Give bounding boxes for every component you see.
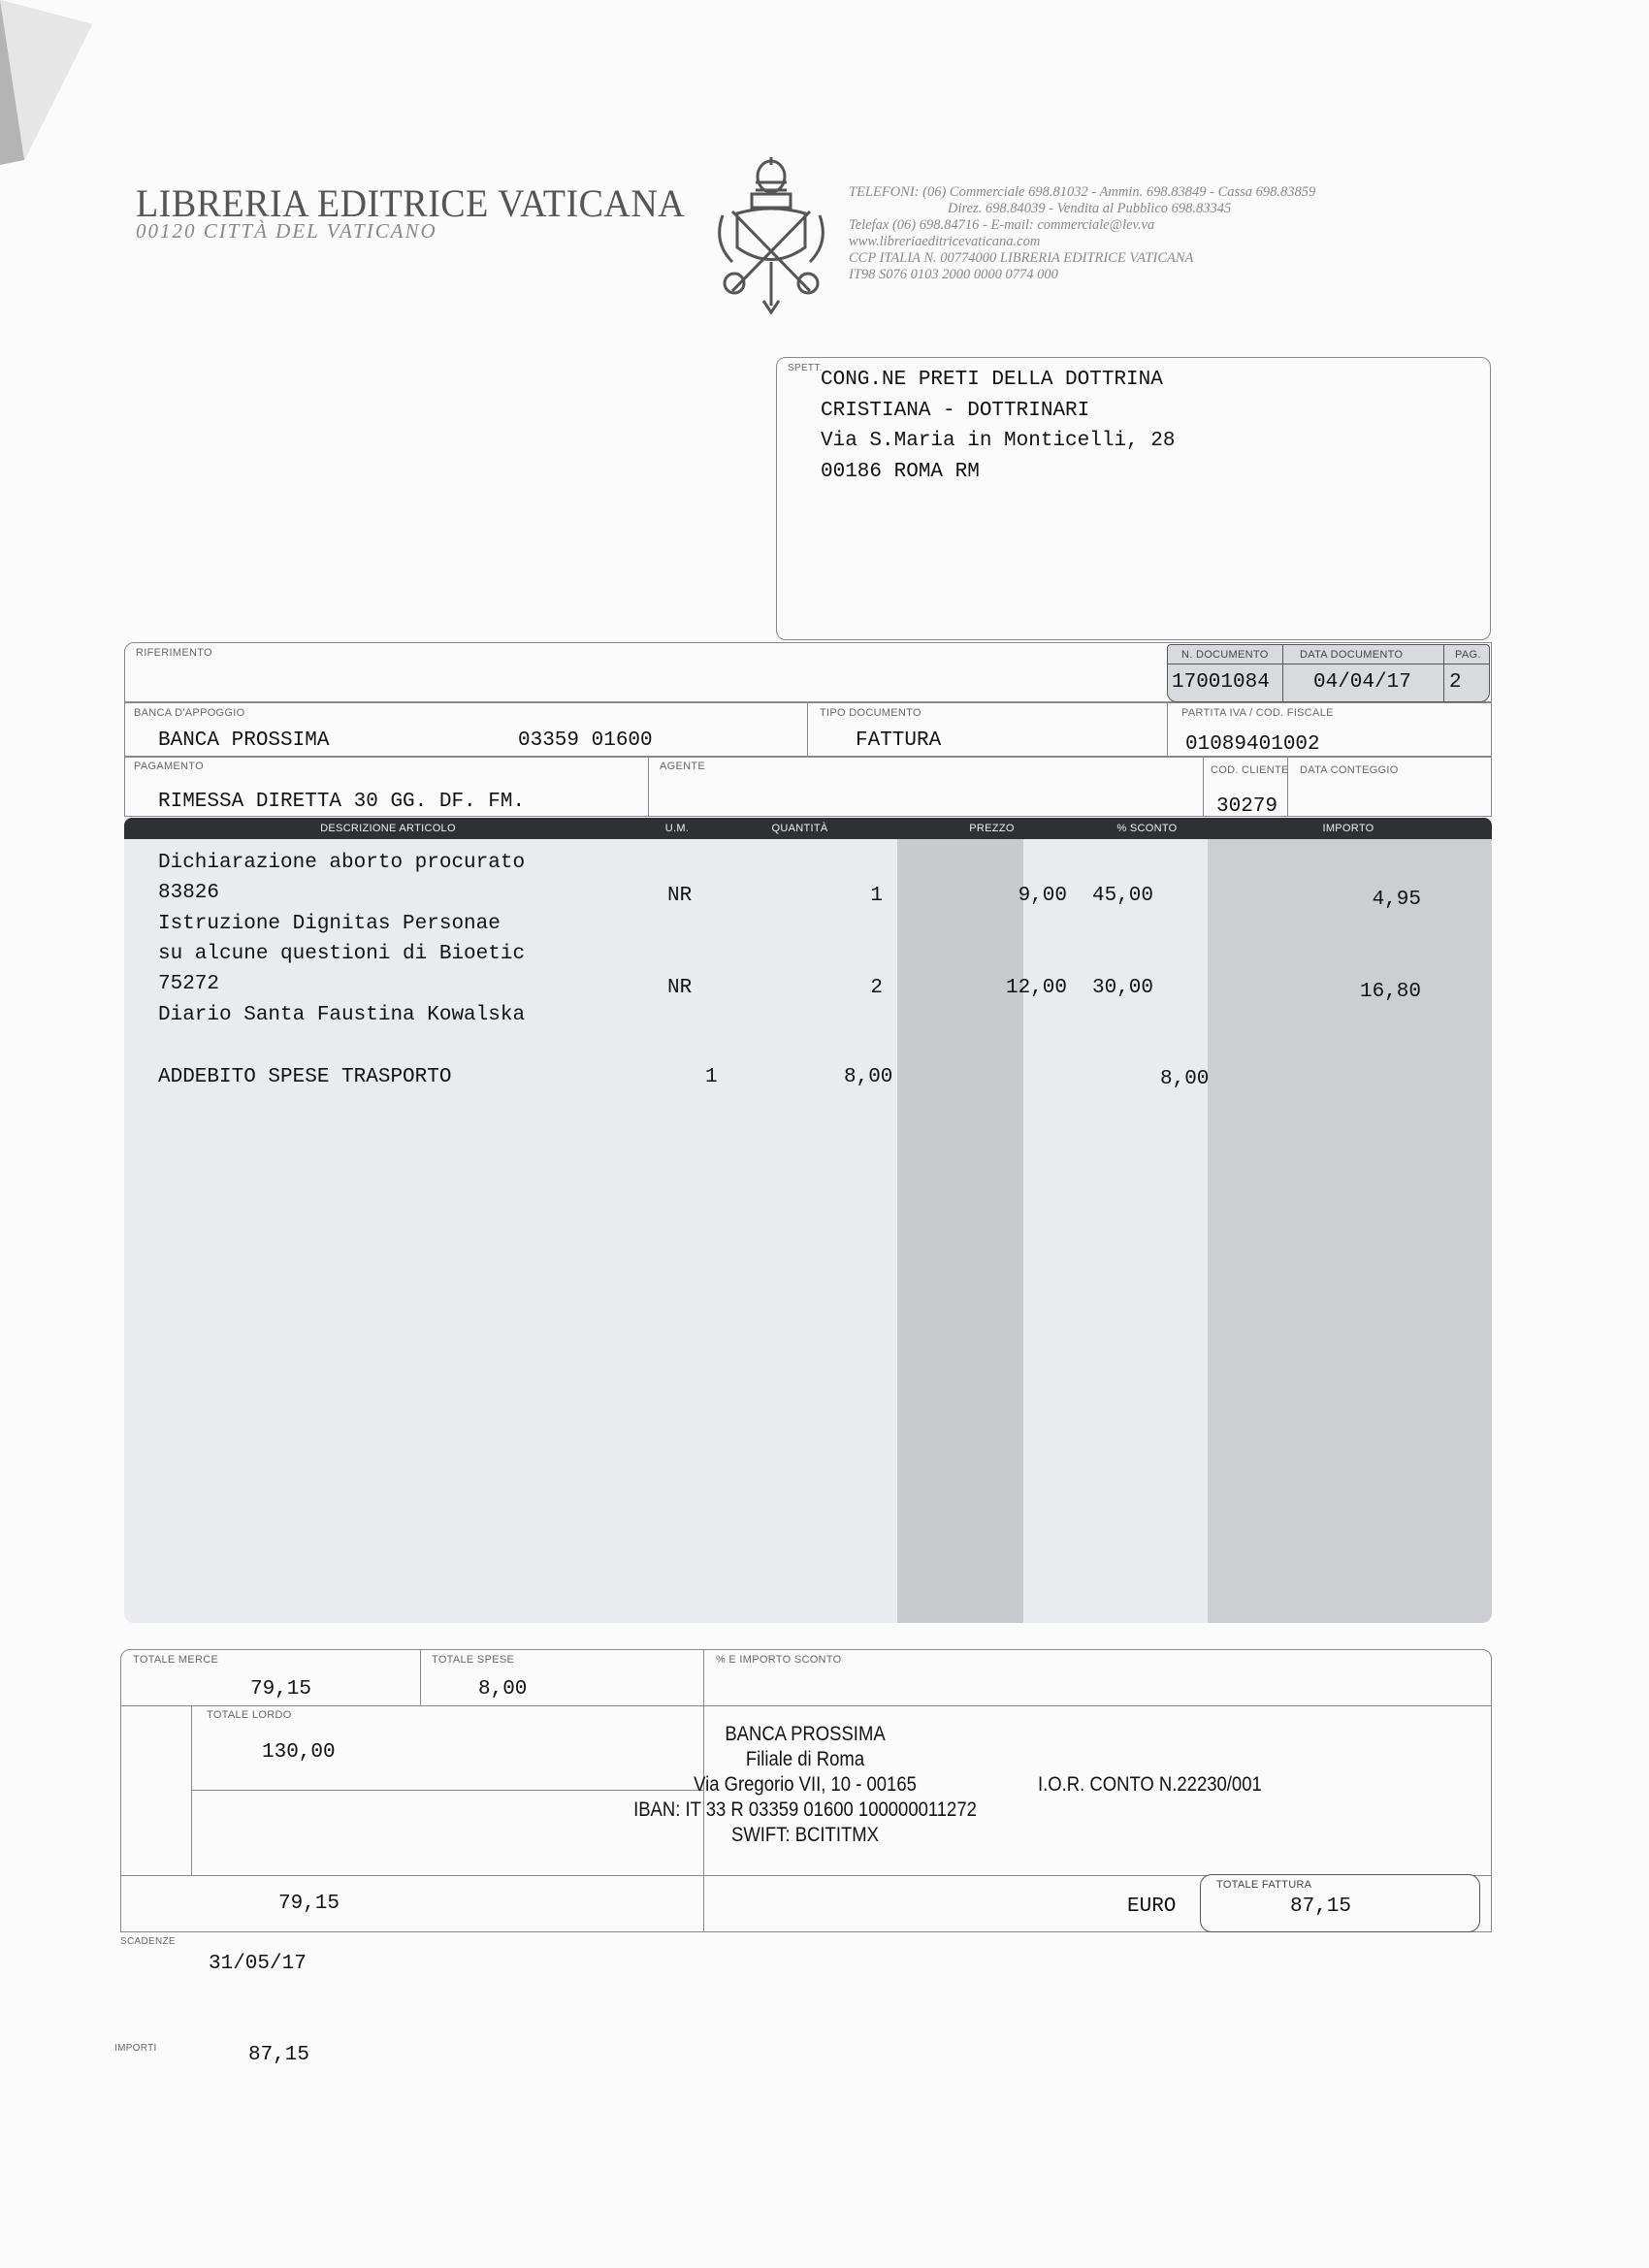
item-um: NR xyxy=(667,977,693,999)
client-code-label: COD. CLIENTE xyxy=(1211,764,1289,776)
contact-line: TELEFONI: (06) Commerciale 698.81032 - Ammin. 698.83849 - Cassa 698.83859 xyxy=(849,184,1316,200)
ior-account: I.O.R. CONTO N.22230/001 xyxy=(1038,1773,1262,1796)
shipping-amount: 8,00 xyxy=(1160,1068,1210,1090)
due-date: 31/05/17 xyxy=(209,1953,307,1975)
bank-swift-line: SWIFT: BCITITMX xyxy=(731,1824,879,1846)
page-label: PAG. xyxy=(1455,649,1481,661)
recipient-line: CRISTIANA - DOTTRINARI xyxy=(821,399,1090,422)
contact-line: www.libreriaeditricevaticana.com xyxy=(849,234,1041,249)
item-description-line: Diario Santa Faustina Kowalska xyxy=(158,1004,526,1026)
col-discount-header: % SCONTO xyxy=(1116,823,1178,834)
recipient-address xyxy=(821,365,1175,487)
payment-label: PAGAMENTO xyxy=(134,761,204,772)
contact-line: Telefax (06) 698.84716 - E-mail: commerciale@lev.va xyxy=(849,217,1155,233)
contact-line: IT98 S076 0103 2000 0000 0774 000 xyxy=(849,267,1058,282)
col-description-header: DESCRIZIONE ARTICOLO xyxy=(320,823,456,834)
doc-date-label: DATA DOCUMENTO xyxy=(1300,649,1404,661)
doc-number: 17001084 xyxy=(1172,671,1270,694)
contact-line: Direz. 698.84039 - Vendita al Pubblico 698.83345 xyxy=(948,201,1232,216)
recipient-label: SPETT. xyxy=(788,363,823,373)
currency: EURO xyxy=(1127,1895,1177,1918)
net-total: 79,15 xyxy=(278,1893,340,1915)
item-amount: 16,80 xyxy=(1359,981,1421,1003)
item-discount: 30,00 xyxy=(1092,977,1154,999)
shipping-description: ADDEBITO SPESE TRASPORTO xyxy=(158,1066,452,1088)
vat-number: 01089401002 xyxy=(1185,733,1320,756)
count-date-label: DATA CONTEGGIO xyxy=(1300,764,1399,776)
shipping-price: 8,00 xyxy=(844,1066,893,1088)
doc-date: 04/04/17 xyxy=(1313,671,1411,694)
item-discount: 45,00 xyxy=(1092,885,1154,907)
gross-total: 130,00 xyxy=(262,1741,336,1764)
gross-total-label: TOTALE LORDO xyxy=(207,1709,292,1721)
company-city: 00120 CITTÀ DEL VATICANO xyxy=(136,219,437,243)
item-quantity: 2 xyxy=(870,977,883,999)
recipient-line: 00186 ROMA RM xyxy=(821,460,980,483)
item-quantity: 1 xyxy=(870,885,883,907)
company-name: LIBRERIA EDITRICE VATICANA xyxy=(136,181,686,225)
bank-label: BANCA D'APPOGGIO xyxy=(134,707,245,719)
item-code: 75272 xyxy=(158,973,220,995)
shipping-quantity: 1 xyxy=(705,1066,718,1088)
doc-type: FATTURA xyxy=(856,729,942,752)
col-um-header: U.M. xyxy=(664,823,690,834)
riferimento-label: RIFERIMENTO xyxy=(136,647,212,659)
item-description-line: Dichiarazione aborto procurato xyxy=(158,852,526,874)
bank-abi-cab: 03359 01600 xyxy=(518,729,653,752)
bank-address-line: Via Gregorio VII, 10 - 00165 xyxy=(694,1773,917,1796)
amount-column-shade xyxy=(1208,839,1492,1623)
invoice-total: 87,15 xyxy=(1290,1895,1352,1918)
doc-type-label: TIPO DOCUMENTO xyxy=(820,707,922,719)
due-dates-label: SCADENZE xyxy=(120,1936,176,1947)
col-price-header: PREZZO xyxy=(969,823,1015,834)
invoice-total-label: TOTALE FATTURA xyxy=(1216,1879,1312,1891)
recipient-line: CONG.NE PRETI DELLA DOTTRINA xyxy=(821,369,1163,391)
item-description-line: Istruzione Dignitas Personae xyxy=(158,913,501,935)
contact-line: CCP ITALIA N. 00774000 LIBRERIA EDITRICE VATICANA xyxy=(849,250,1194,266)
contact-block xyxy=(849,184,1315,283)
page-number: 2 xyxy=(1449,671,1462,694)
expenses-total: 8,00 xyxy=(478,1678,528,1701)
item-description-line: su alcune questioni di Bioetic xyxy=(158,943,526,965)
item-amount: 4,95 xyxy=(1372,889,1421,911)
bank-branch-line: Filiale di Roma xyxy=(745,1748,865,1770)
due-amounts-label: IMPORTI xyxy=(114,2043,157,2054)
payment-terms: RIMESSA DIRETTA 30 GG. DF. FM. xyxy=(158,791,526,813)
vat-label: PARTITA IVA / COD. FISCALE xyxy=(1181,707,1334,719)
recipient-line: Via S.Maria in Monticelli, 28 xyxy=(821,430,1176,452)
bank-iban-line: IBAN: IT 33 R 03359 01600 100000011272 xyxy=(633,1798,977,1821)
agent-label: AGENTE xyxy=(660,761,706,772)
vatican-coat-of-arms-logo xyxy=(713,155,829,315)
price-column-shade xyxy=(897,839,1023,1623)
due-amount: 87,15 xyxy=(248,2044,310,2066)
col-amount-header: IMPORTO xyxy=(1322,823,1374,834)
client-code: 30279 xyxy=(1216,795,1278,818)
item-price: 9,00 xyxy=(1018,885,1067,907)
goods-total-label: TOTALE MERCE xyxy=(133,1654,219,1666)
item-price: 12,00 xyxy=(1005,977,1067,999)
bank-name-line: BANCA PROSSIMA xyxy=(725,1723,886,1745)
item-code: 83826 xyxy=(158,882,220,904)
goods-total: 79,15 xyxy=(250,1678,312,1701)
discount-amount-label: % E IMPORTO SCONTO xyxy=(716,1654,842,1666)
bank-name: BANCA PROSSIMA xyxy=(158,729,330,752)
item-um: NR xyxy=(667,885,693,907)
expenses-total-label: TOTALE SPESE xyxy=(432,1654,515,1666)
doc-number-label: N. DOCUMENTO xyxy=(1181,649,1269,661)
folded-corner-shadow xyxy=(0,0,136,165)
col-quantity-header: QUANTITÀ xyxy=(771,823,828,834)
